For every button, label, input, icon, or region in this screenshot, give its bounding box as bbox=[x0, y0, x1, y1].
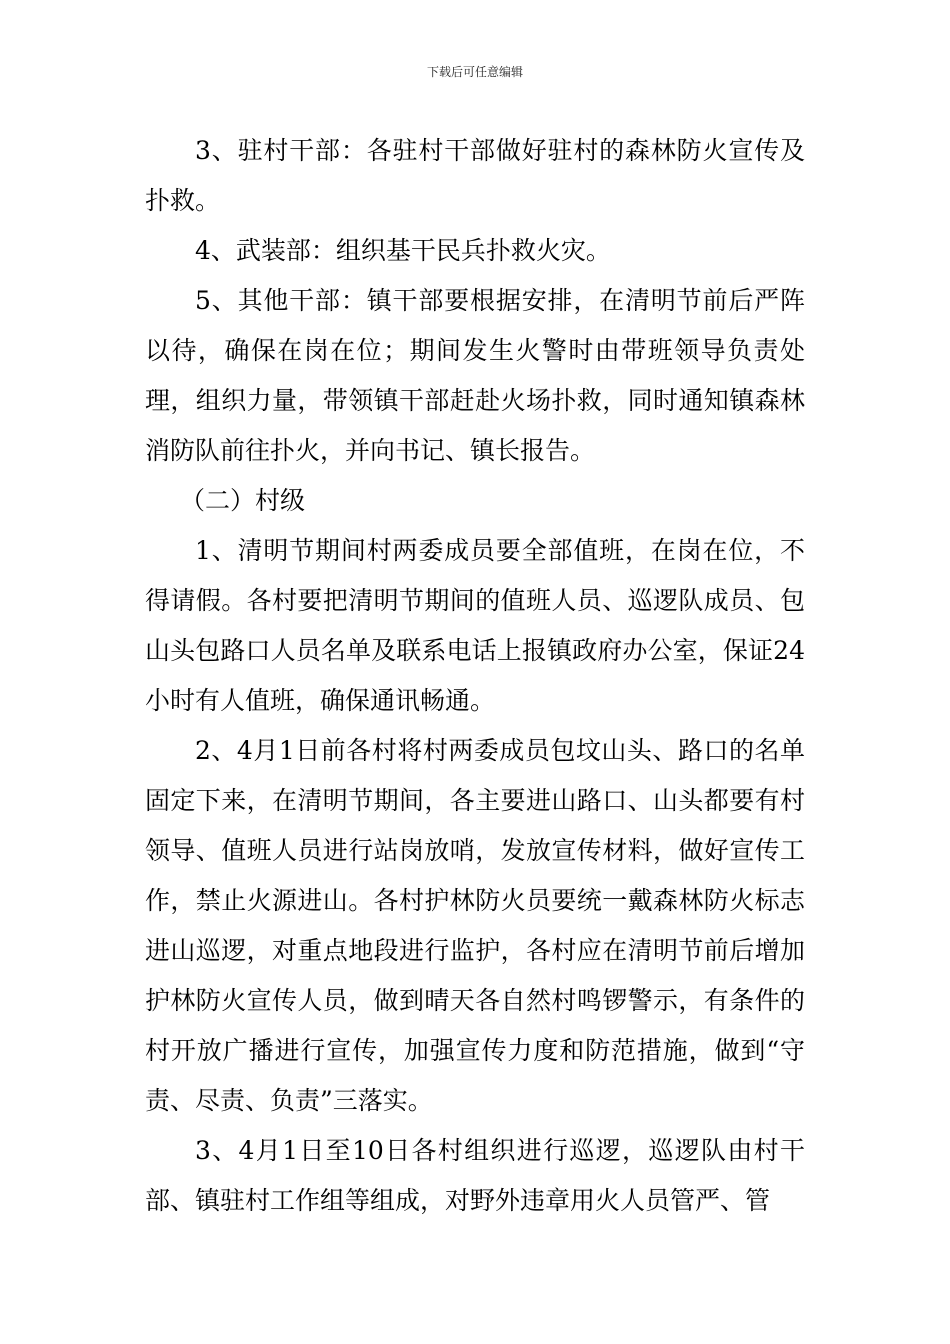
paragraph-village-cadres: 3、驻村干部：各驻村干部做好驻村的森林防火宣传及扑救。 bbox=[145, 136, 805, 215]
document-body bbox=[145, 126, 805, 1226]
paragraph-village-duty: 1、清明节期间村两委成员要全部值班，在岗在位，不得请假。各村要把清明节期间的值班人员、巡逻队成员、包山头包路口人员名单及联系电话上报镇政府办公室，保证24小时有人值班，确保通讯畅通。 bbox=[145, 536, 805, 715]
paragraph-village-patrol: 3、4月1日至10日各村组织进行巡逻，巡逻队由村干部、镇驻村工作组等组成，对野外违章用火人员管严、管 bbox=[145, 1136, 805, 1215]
paragraph-other-cadres: 5、其他干部：镇干部要根据安排，在清明节前后严阵以待，确保在岗在位；期间发生火警时由带班领导负责处理，组织力量，带领镇干部赶赴火场扑救，同时通知镇森林消防队前往扑火，并向书记、镇长报告。 bbox=[145, 286, 805, 465]
paragraph-armed-forces: 4、武装部：组织基干民兵扑救火灾。 bbox=[195, 236, 611, 265]
paragraph-village-posts: 2、4月1日前各村将村两委成员包坟山头、路口的名单固定下来，在清明节期间，各主要进山路口、山头都要有村领导、值班人员进行站岗放哨，发放宣传材料，做好宣传工作，禁止火源进山。各村护林防火员要统一戴森林防火标志进山巡逻，对重点地段进行监护，各村应在清明节前后增加护林防火宣传人员，做到晴天各自然村鸣锣警示，有条件的村开放广播进行宣传，加强宣传力度和防范措施，做到“守责、尽责、负责”三落实。 bbox=[145, 736, 805, 1115]
section-heading-village-level: （二）村级 bbox=[180, 486, 306, 515]
page-header-note: 下载后可任意编辑 bbox=[426, 65, 523, 79]
